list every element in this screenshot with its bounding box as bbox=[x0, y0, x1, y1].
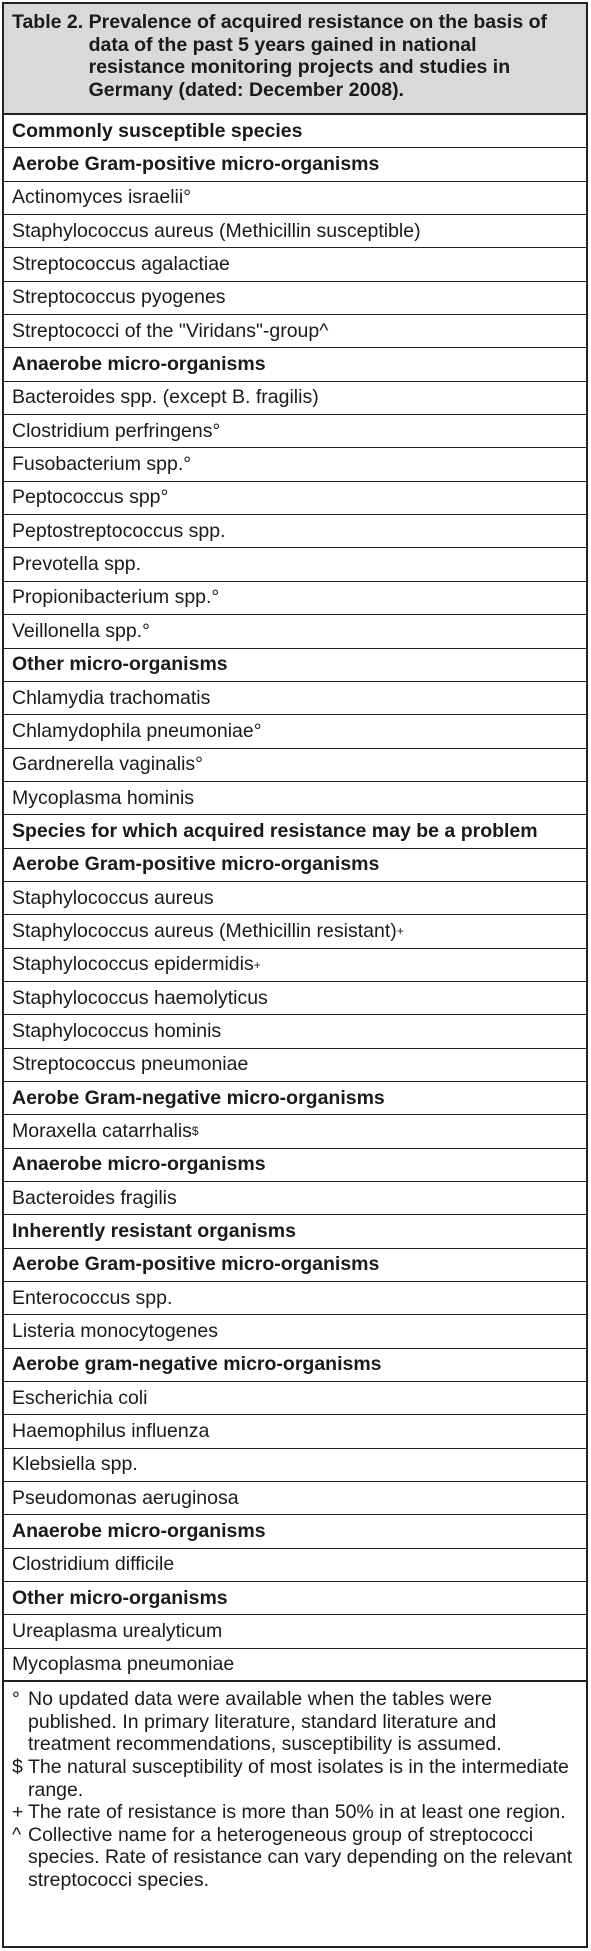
species-row bbox=[4, 315, 586, 348]
species-row bbox=[4, 282, 586, 315]
section-header-row bbox=[4, 815, 586, 848]
species-row: Staphylococcus epidermidis + bbox=[4, 949, 586, 982]
species-name: Clostridium perfringens° bbox=[12, 419, 221, 442]
species-row bbox=[4, 982, 586, 1015]
species-row: Staphylococcus aureus (Methicillin resistant) + bbox=[4, 915, 586, 948]
section-header-text: Species for which acquired resistance may be a problem bbox=[12, 819, 538, 842]
species-name: Streptococcus pyogenes bbox=[12, 286, 226, 309]
section-header-row bbox=[4, 115, 586, 148]
species-name: Staphylococcus haemolyticus bbox=[12, 986, 268, 1009]
section-header-text: Commonly susceptible species bbox=[12, 119, 303, 142]
species-row bbox=[4, 1482, 586, 1515]
species-row bbox=[4, 248, 586, 281]
section-header-text: Anaerobe micro-organisms bbox=[12, 1520, 266, 1543]
species-row bbox=[4, 715, 586, 748]
section-header-row bbox=[4, 348, 586, 381]
section-header-row bbox=[4, 1215, 586, 1248]
species-row bbox=[4, 1049, 586, 1082]
footnote bbox=[12, 1756, 578, 1801]
footnote-symbol: $ bbox=[12, 1755, 23, 1778]
species-name: Prevotella spp. bbox=[12, 553, 141, 576]
section-header-row bbox=[4, 1082, 586, 1115]
footnote-text: The rate of resistance is more than 50% in at least one region. bbox=[28, 1801, 566, 1824]
section-header-row bbox=[4, 849, 586, 882]
species-row bbox=[4, 482, 586, 515]
species-name: Moraxella catarrhalis bbox=[12, 1119, 192, 1142]
section-header-text: Other micro-organisms bbox=[12, 1586, 228, 1609]
section-header-text: Aerobe Gram-positive micro-organisms bbox=[12, 1253, 380, 1276]
species-name: Enterococcus spp. bbox=[12, 1286, 173, 1309]
footnote bbox=[12, 1801, 578, 1824]
species-row bbox=[4, 1182, 586, 1215]
species-name: Streptococcus agalactiae bbox=[12, 253, 230, 276]
species-row bbox=[4, 382, 586, 415]
species-row bbox=[4, 882, 586, 915]
species-name: Fusobacterium spp.° bbox=[12, 453, 192, 476]
species-name: Bacteroides spp. (except B. fragilis) bbox=[12, 386, 319, 409]
species-name: Klebsiella spp. bbox=[12, 1453, 138, 1476]
species-row bbox=[4, 1649, 586, 1682]
species-row bbox=[4, 415, 586, 448]
species-name: Staphylococcus aureus bbox=[12, 886, 214, 909]
section-header-row bbox=[4, 1149, 586, 1182]
species-name: Chlamydophila pneumoniae° bbox=[12, 719, 262, 742]
species-name: Staphylococcus aureus (Methicillin resistant) bbox=[12, 919, 397, 942]
species-name: Pseudomonas aeruginosa bbox=[12, 1486, 239, 1509]
section-header-row bbox=[4, 1515, 586, 1548]
species-row bbox=[4, 182, 586, 215]
species-row bbox=[4, 1549, 586, 1582]
species-name: Staphylococcus aureus (Methicillin susceptible) bbox=[12, 219, 421, 242]
section-header-text: Anaerobe micro-organisms bbox=[12, 353, 266, 376]
species-row bbox=[4, 582, 586, 615]
species-name: Staphylococcus hominis bbox=[12, 1019, 222, 1042]
species-row bbox=[4, 1282, 586, 1315]
species-row bbox=[4, 515, 586, 548]
species-row bbox=[4, 215, 586, 248]
species-row bbox=[4, 548, 586, 581]
footnote-text: Collective name for a heterogeneous group of streptococci species. Rate of resistance can vary depending on the relevant streptococci species. bbox=[28, 1823, 573, 1891]
section-header-text: Inherently resistant organisms bbox=[12, 1220, 296, 1243]
section-header-text: Aerobe Gram-positive micro-organisms bbox=[12, 153, 380, 176]
species-name: Peptostreptococcus spp. bbox=[12, 519, 226, 542]
section-header-text: Aerobe gram-negative micro-organisms bbox=[12, 1353, 382, 1376]
species-name: Streptococci of the "Viridans"-group^ bbox=[12, 319, 329, 342]
species-row bbox=[4, 615, 586, 648]
footnote-symbol: + bbox=[12, 1801, 24, 1824]
resistance-table bbox=[2, 2, 588, 1948]
species-row bbox=[4, 749, 586, 782]
species-row bbox=[4, 1615, 586, 1648]
section-header-row bbox=[4, 1249, 586, 1282]
species-name: Ureaplasma urealyticum bbox=[12, 1620, 223, 1643]
species-row: Moraxella catarrhalis $ bbox=[4, 1115, 586, 1148]
species-name: Clostridium difficile bbox=[12, 1553, 175, 1576]
footnote bbox=[12, 1824, 578, 1892]
species-name: Chlamydia trachomatis bbox=[12, 686, 211, 709]
species-name: Staphylococcus epidermidis bbox=[12, 953, 254, 976]
species-row bbox=[4, 448, 586, 481]
species-row bbox=[4, 682, 586, 715]
species-row bbox=[4, 1015, 586, 1048]
species-name: Propionibacterium spp.° bbox=[12, 586, 220, 609]
section-header-row bbox=[4, 1582, 586, 1615]
section-header-text: Other micro-organisms bbox=[12, 653, 228, 676]
footnote-symbol: ^ bbox=[12, 1823, 22, 1846]
table-caption-text: Prevalence of acquired resistance on the basis of data of the past 5 years gained in national resistance monitoring projects and studies in Germany (dated: December 2008). bbox=[88, 11, 548, 101]
species-name: Haemophilus influenza bbox=[12, 1420, 210, 1443]
species-name: Bacteroides fragilis bbox=[12, 1186, 177, 1209]
section-header-text: Aerobe Gram-negative micro-organisms bbox=[12, 1086, 385, 1109]
footnote bbox=[12, 1688, 578, 1756]
species-name: Mycoplasma hominis bbox=[12, 786, 195, 809]
footnote-text: No updated data were available when the tables were published. In primary literature, standard literature and treatment recommendations, susceptibility is assumed. bbox=[28, 1688, 502, 1756]
table-caption-label: Table 2. bbox=[12, 11, 84, 33]
species-name: Actinomyces israelii° bbox=[12, 186, 192, 209]
footnote-text: The natural susceptibility of most isolates is in the intermediate range. bbox=[28, 1755, 569, 1801]
section-header-row bbox=[4, 1349, 586, 1382]
species-name: Escherichia coli bbox=[12, 1386, 148, 1409]
section-header-row bbox=[4, 148, 586, 181]
species-name: Gardnerella vaginalis° bbox=[12, 753, 203, 776]
table-caption bbox=[4, 4, 586, 115]
table-footnotes bbox=[4, 1682, 586, 1946]
species-name: Listeria monocytogenes bbox=[12, 1320, 218, 1343]
species-name: Streptococcus pneumoniae bbox=[12, 1053, 249, 1076]
species-row bbox=[4, 1315, 586, 1348]
species-row bbox=[4, 1449, 586, 1482]
species-name: Peptococcus spp° bbox=[12, 486, 169, 509]
footnote-symbol: ° bbox=[12, 1688, 20, 1711]
section-header-text: Aerobe Gram-positive micro-organisms bbox=[12, 853, 380, 876]
table-body bbox=[4, 115, 586, 1682]
species-row bbox=[4, 782, 586, 815]
section-header-row bbox=[4, 649, 586, 682]
species-row bbox=[4, 1415, 586, 1448]
species-name: Veillonella spp.° bbox=[12, 619, 150, 642]
species-row bbox=[4, 1382, 586, 1415]
species-name: Mycoplasma pneumoniae bbox=[12, 1652, 235, 1675]
section-header-text: Anaerobe micro-organisms bbox=[12, 1153, 266, 1176]
